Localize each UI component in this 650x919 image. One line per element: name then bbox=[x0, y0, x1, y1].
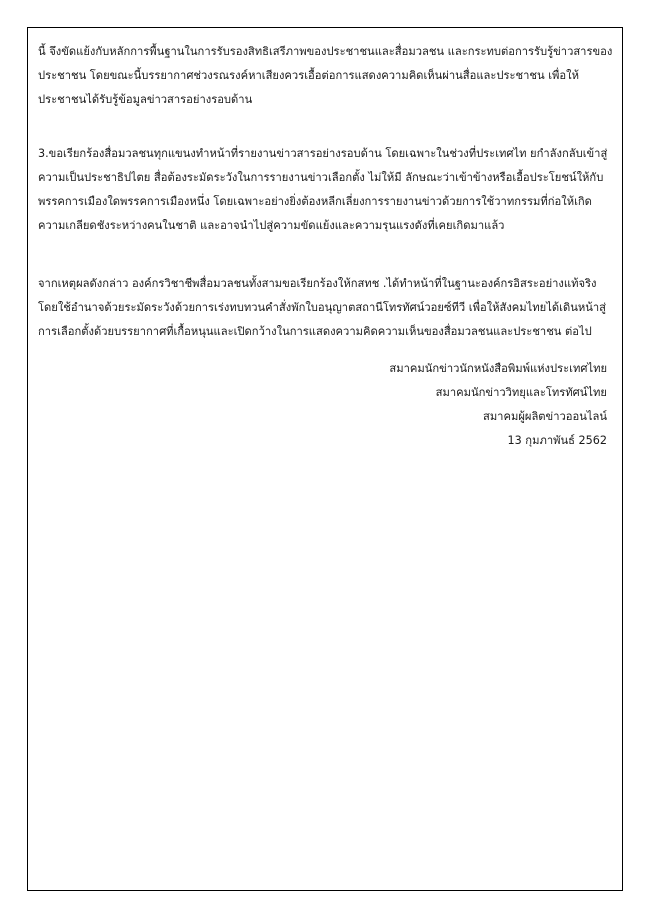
text-line: ความเกลียดชังระหว่างคนในชาติ และอาจนำไปสู่ความขัดแย้งและความรุนแรงดังที่เคยเกิดมาแล้ว bbox=[38, 219, 505, 232]
signatory-thai-journalists-association: สมาคมนักข่าวนักหนังสือพิมพ์แห่งประเทศไทย bbox=[389, 362, 607, 375]
paragraph-rights-conflict bbox=[38, 40, 613, 112]
text-line: การเลือกตั้งด้วยบรรยากาศที่เกื้อหนุนและเปิดกว้างในการแสดงความคิดความเห็นของสื่อมวลชนและประชาชน ต่อไป bbox=[38, 325, 592, 338]
text-line: พรรคการเมืองใดพรรคการเมืองหนึ่ง โดยเฉพาะอย่างยิ่งต้องหลีกเลี่ยงการรายงานข่าวด้วยการใช้วาทกรรมที่ก่อให้เกิด bbox=[38, 195, 592, 208]
text-line: นี้ จึงขัดแย้งกับหลักการพื้นฐานในการรับรองสิทธิเสรีภาพของประชาชนและสื่อมวลชน และกระทบต่อการรับรู้ข่าวสารของ bbox=[38, 45, 613, 58]
text-line: โดยใช้อำนาจด้วยระมัดระวังด้วยการเร่งทบทวนคำสั่งพักใบอนุญาตสถานีโทรทัศน์วอยซ์ทีวี เพื่อให้สังคมไทยได้เดินหน้าสู่ bbox=[38, 301, 606, 314]
document-date: 13 กุมภาพันธ์ 2562 bbox=[507, 434, 607, 447]
text-line: 3.ขอเรียกร้องสื่อมวลชนทุกแขนงทำหน้าที่รายงานข่าวสารอย่างรอบด้าน โดยเฉพาะในช่วงที่ประเทศไท ยกำลังกลับเข้าสู่ bbox=[38, 147, 608, 160]
paragraph-conclusion bbox=[38, 272, 606, 344]
signature-block bbox=[389, 357, 607, 453]
text-line: ประชาชนได้รับรู้ข้อมูลข่าวสารอย่างรอบด้าน bbox=[38, 93, 253, 106]
paragraph-media-request bbox=[38, 142, 606, 238]
signatory-online-news-producers-association: สมาคมผู้ผลิตข่าวออนไลน์ bbox=[482, 410, 607, 423]
text-line: ประชาชน โดยขณะนี้บรรยากาศช่วงรณรงค์หาเสียงควรเอื้อต่อการแสดงความคิดเห็นผ่านสื่อและประชาชน เพื่อให้ bbox=[38, 69, 579, 82]
text-line: จากเหตุผลดังกล่าว องค์กรวิชาชีพสื่อมวลชนทั้งสามขอเรียกร้องให้กสทช .ได้ทำหน้าที่ในฐานะองค์กรอิสระอย่างแท้จริง bbox=[38, 277, 597, 290]
signatory-radio-tv-journalists-association: สมาคมนักข่าววิทยุและโทรทัศน์ไทย bbox=[435, 386, 607, 399]
text-line: ความเป็นประชาธิปไตย สื่อต้องระมัดระวังในการรายงานข่าวเลือกตั้ง ไม่ให้มี ลักษณะว่าเข้าข้างหรือเอื้อประโยชน์ให้กับ bbox=[38, 171, 604, 184]
document-body bbox=[38, 40, 613, 344]
